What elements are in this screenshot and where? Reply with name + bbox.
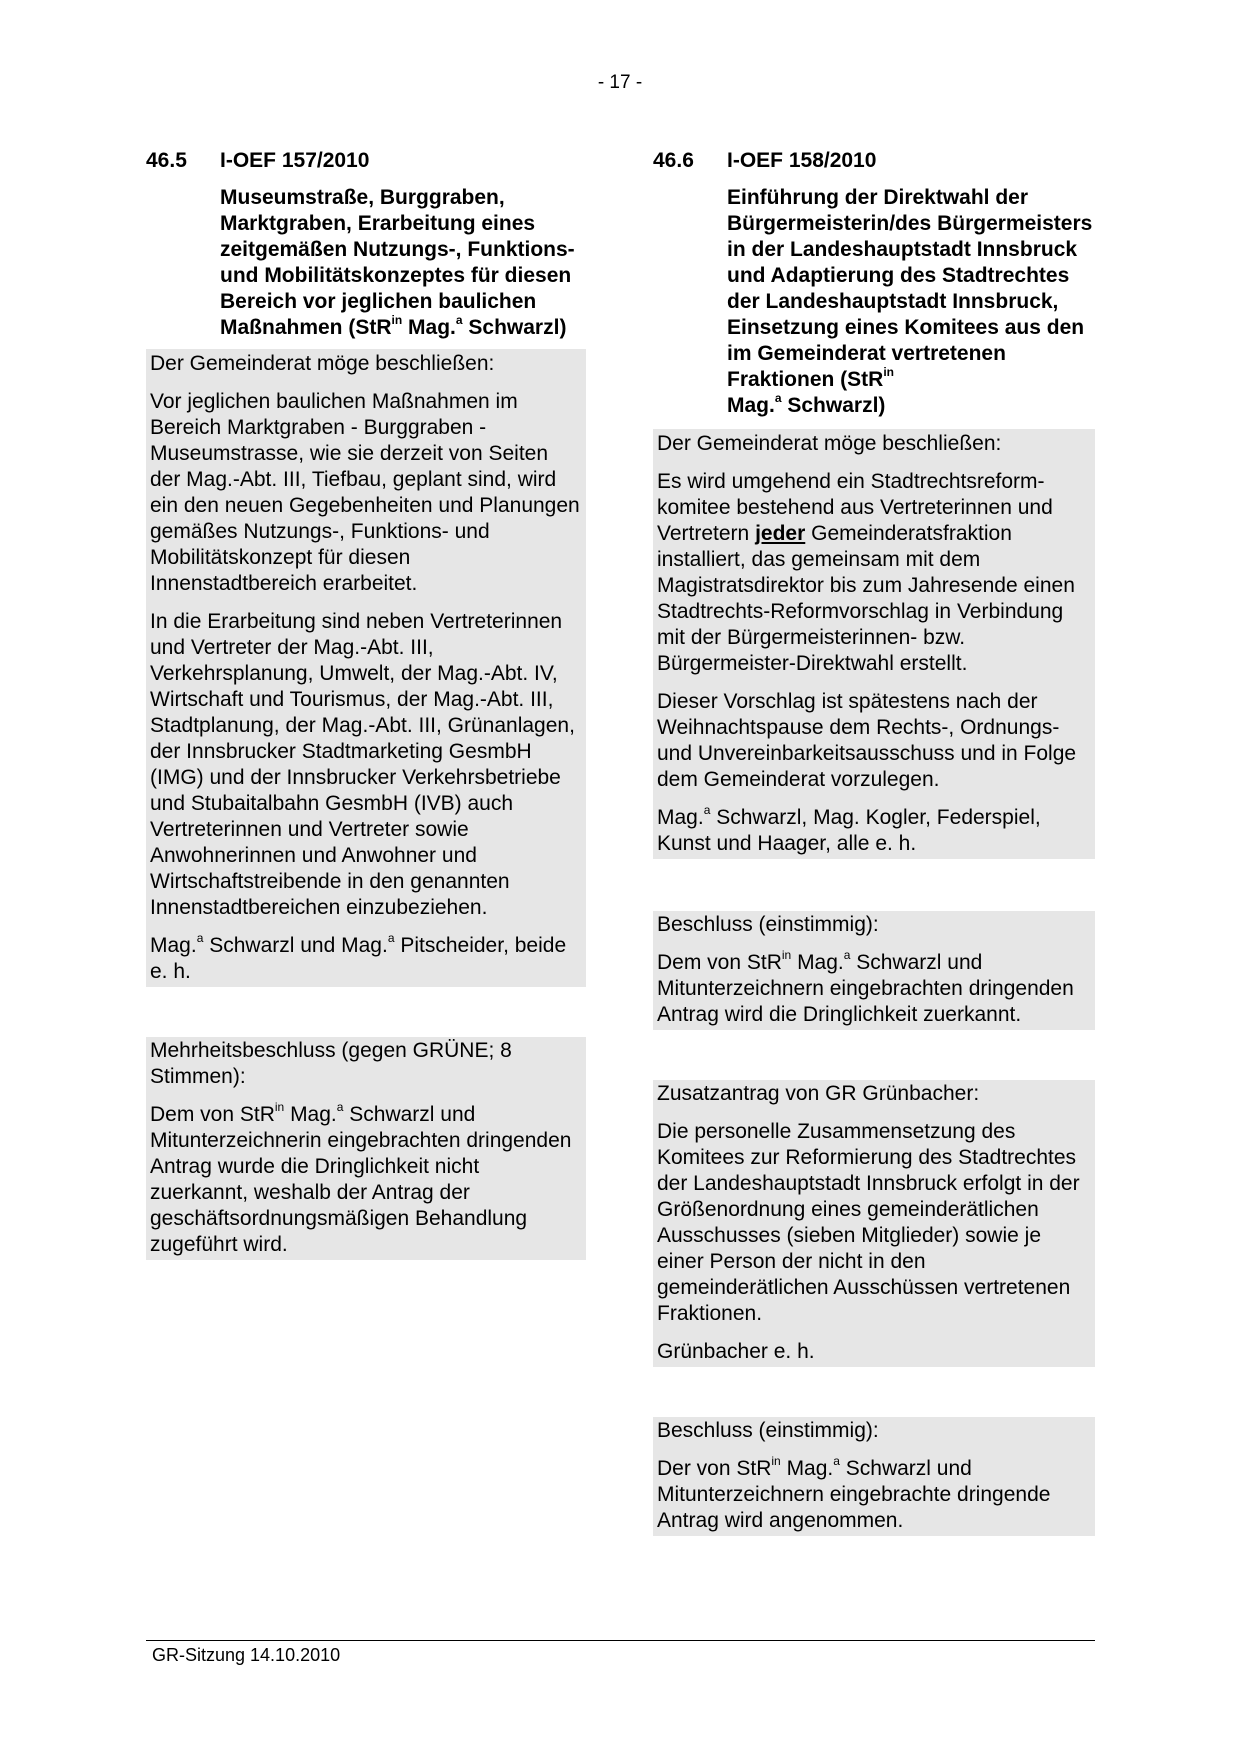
decision-text: Der von StR$^{in}$ Mag.$^a$ Schwarzl und Mitunterzeichnern eingebrachte dringende Antrag wird angenommen. — [657, 1454, 1051, 1532]
motion-signers: Mag.$^a$ Schwarzl und Mag.$^a$ Pitscheider, beide e. h. — [150, 931, 567, 983]
motion-signers: Mag.$^a$ Schwarzl, Mag. Kogler, Federspiel, Kunst und Haager, alle e. h. — [657, 803, 1041, 855]
item-title: Museumstraße, Burggraben, Marktgraben, Erarbeitung eines zeitgemäßen Nutzungs-, Funktions- und Mobilitätskonzeptes für diesen Bereich vor jeglichen baulichen Maßnahmen (StR$^{in}$ Mag.$^a$ Schwarzl) — [220, 186, 575, 339]
item-code: I-OEF 158/2010 — [727, 149, 877, 172]
motion-paragraph: Es wird umgehend ein Stadtrechtsreformkomitee bestehend aus Vertreterinnen und Vertretern jeder Gemeinderatsfraktion installiert, das gemeinsam mit dem Magistratsdirektor bis zum Jahresende einen Stadtrechts-Reformvorschlag in Verbindung mit der Bürgermeisterinnen- bzw. Bürgermeister-Direktwahl erstellt. — [657, 470, 1075, 675]
decision-text: Dem von StR$^{in}$ Mag.$^a$ Schwarzl und Mitunterzeichnerin eingebrachten dringenden Antrag wurde die Dringlichkeit nicht zuerkannt, weshalb der Antrag der geschäftsordnungsmäßigen Behandlung zugeführt wird. — [150, 1100, 572, 1256]
right-column — [653, 148, 1095, 1536]
left-column — [146, 148, 586, 1260]
addendum-block — [653, 1080, 1095, 1367]
motion-paragraph: Dieser Vorschlag ist spätestens nach der Weihnachtspause dem Rechts-, Ordnungs- und Unvereinbarkeitsausschuss und in Folge dem Gemeinderat vorzulegen. — [657, 690, 1077, 791]
footer-session: GR-Sitzung 14.10.2010 — [152, 1645, 341, 1665]
item-heading-46-6 — [653, 148, 1095, 174]
footer-divider — [146, 1640, 1095, 1641]
motion-block — [653, 429, 1095, 859]
motion-paragraph: Vor jeglichen baulichen Maßnahmen im Bereich Marktgraben - Burggraben - Museumstrasse, wie sie derzeit von Seiten der Mag.-Abt. III, Tiefbau, geplant sind, wird ein den neuen Gegebenheiten und Planungen gemäßes Nutzungs-, Funktions- und Mobilitätskonzept für diesen Innenstadtbereich erarbeitet. — [150, 390, 580, 595]
emphasis: jeder — [755, 522, 806, 545]
decision-heading: Beschluss (einstimmig): — [657, 1419, 879, 1442]
decision-heading: Mehrheitsbeschluss (gegen GRÜNE; 8 Stimmen): — [150, 1039, 512, 1088]
addendum-text: Die personelle Zusammensetzung des Komitees zur Reformierung des Stadtrechtes der Landeshauptstadt Innsbruck erfolgt in der Größenordnung eines gemeinderätlichen Ausschusses (sieben Mitglieder) sowie je einer Person der nicht in den gemeinderätlichen Ausschüssen vertretenen Fraktionen. — [657, 1120, 1080, 1325]
addendum-signer: Grünbacher e. h. — [657, 1340, 815, 1363]
item-number: 46.5 — [146, 149, 187, 172]
decision-block — [146, 1037, 586, 1260]
decision-text: Dem von StR$^{in}$ Mag.$^a$ Schwarzl und Mitunterzeichnern eingebrachten dringenden Antrag wird die Dringlichkeit zuerkannt. — [657, 948, 1074, 1026]
decision-heading: Beschluss (einstimmig): — [657, 913, 879, 936]
motion-intro: Der Gemeinderat möge beschließen: — [657, 432, 1002, 455]
motion-intro: Der Gemeinderat möge beschließen: — [150, 352, 495, 375]
decision-block — [653, 911, 1095, 1030]
addendum-heading: Zusatzantrag von GR Grünbacher: — [657, 1082, 980, 1105]
motion-paragraph: In die Erarbeitung sind neben Vertreterinnen und Vertreter der Mag.-Abt. III, Verkehrsplanung, Umwelt, der Mag.-Abt. IV, Wirtschaft und Tourismus, der Mag.-Abt. III, Stadtplanung, der Mag.-Abt. III, Grünanlagen, der Innsbrucker Stadtmarketing GesmbH (IMG) und der Innsbrucker Verkehrsbetriebe und Stubaitalbahn GesmbH (IVB) auch Vertreterinnen und Vertreter sowie Anwohnerinnen und Anwohner und Wirtschaftstreibende in den genannten Innenstadtbereichen einzubeziehen. — [150, 610, 575, 919]
item-title: Einführung der Direktwahl der Bürgermeisterin/des Bürgermeisters in der Landeshauptstadt Innsbruck und Adaptierung des Stadtrechtes der Landeshauptstadt Innsbruck, Einsetzung eines Komitees aus den im Gemeinderat vertretenen Fraktionen (StR$^{in}$ Mag.$^a$ Schwarzl) — [727, 186, 1093, 417]
page-number: - 17 - — [597, 72, 643, 93]
motion-block — [146, 349, 586, 987]
item-number: 46.6 — [653, 149, 694, 172]
decision-block — [653, 1417, 1095, 1536]
item-heading-46-5 — [146, 148, 586, 174]
item-code: I-OEF 157/2010 — [220, 149, 370, 172]
